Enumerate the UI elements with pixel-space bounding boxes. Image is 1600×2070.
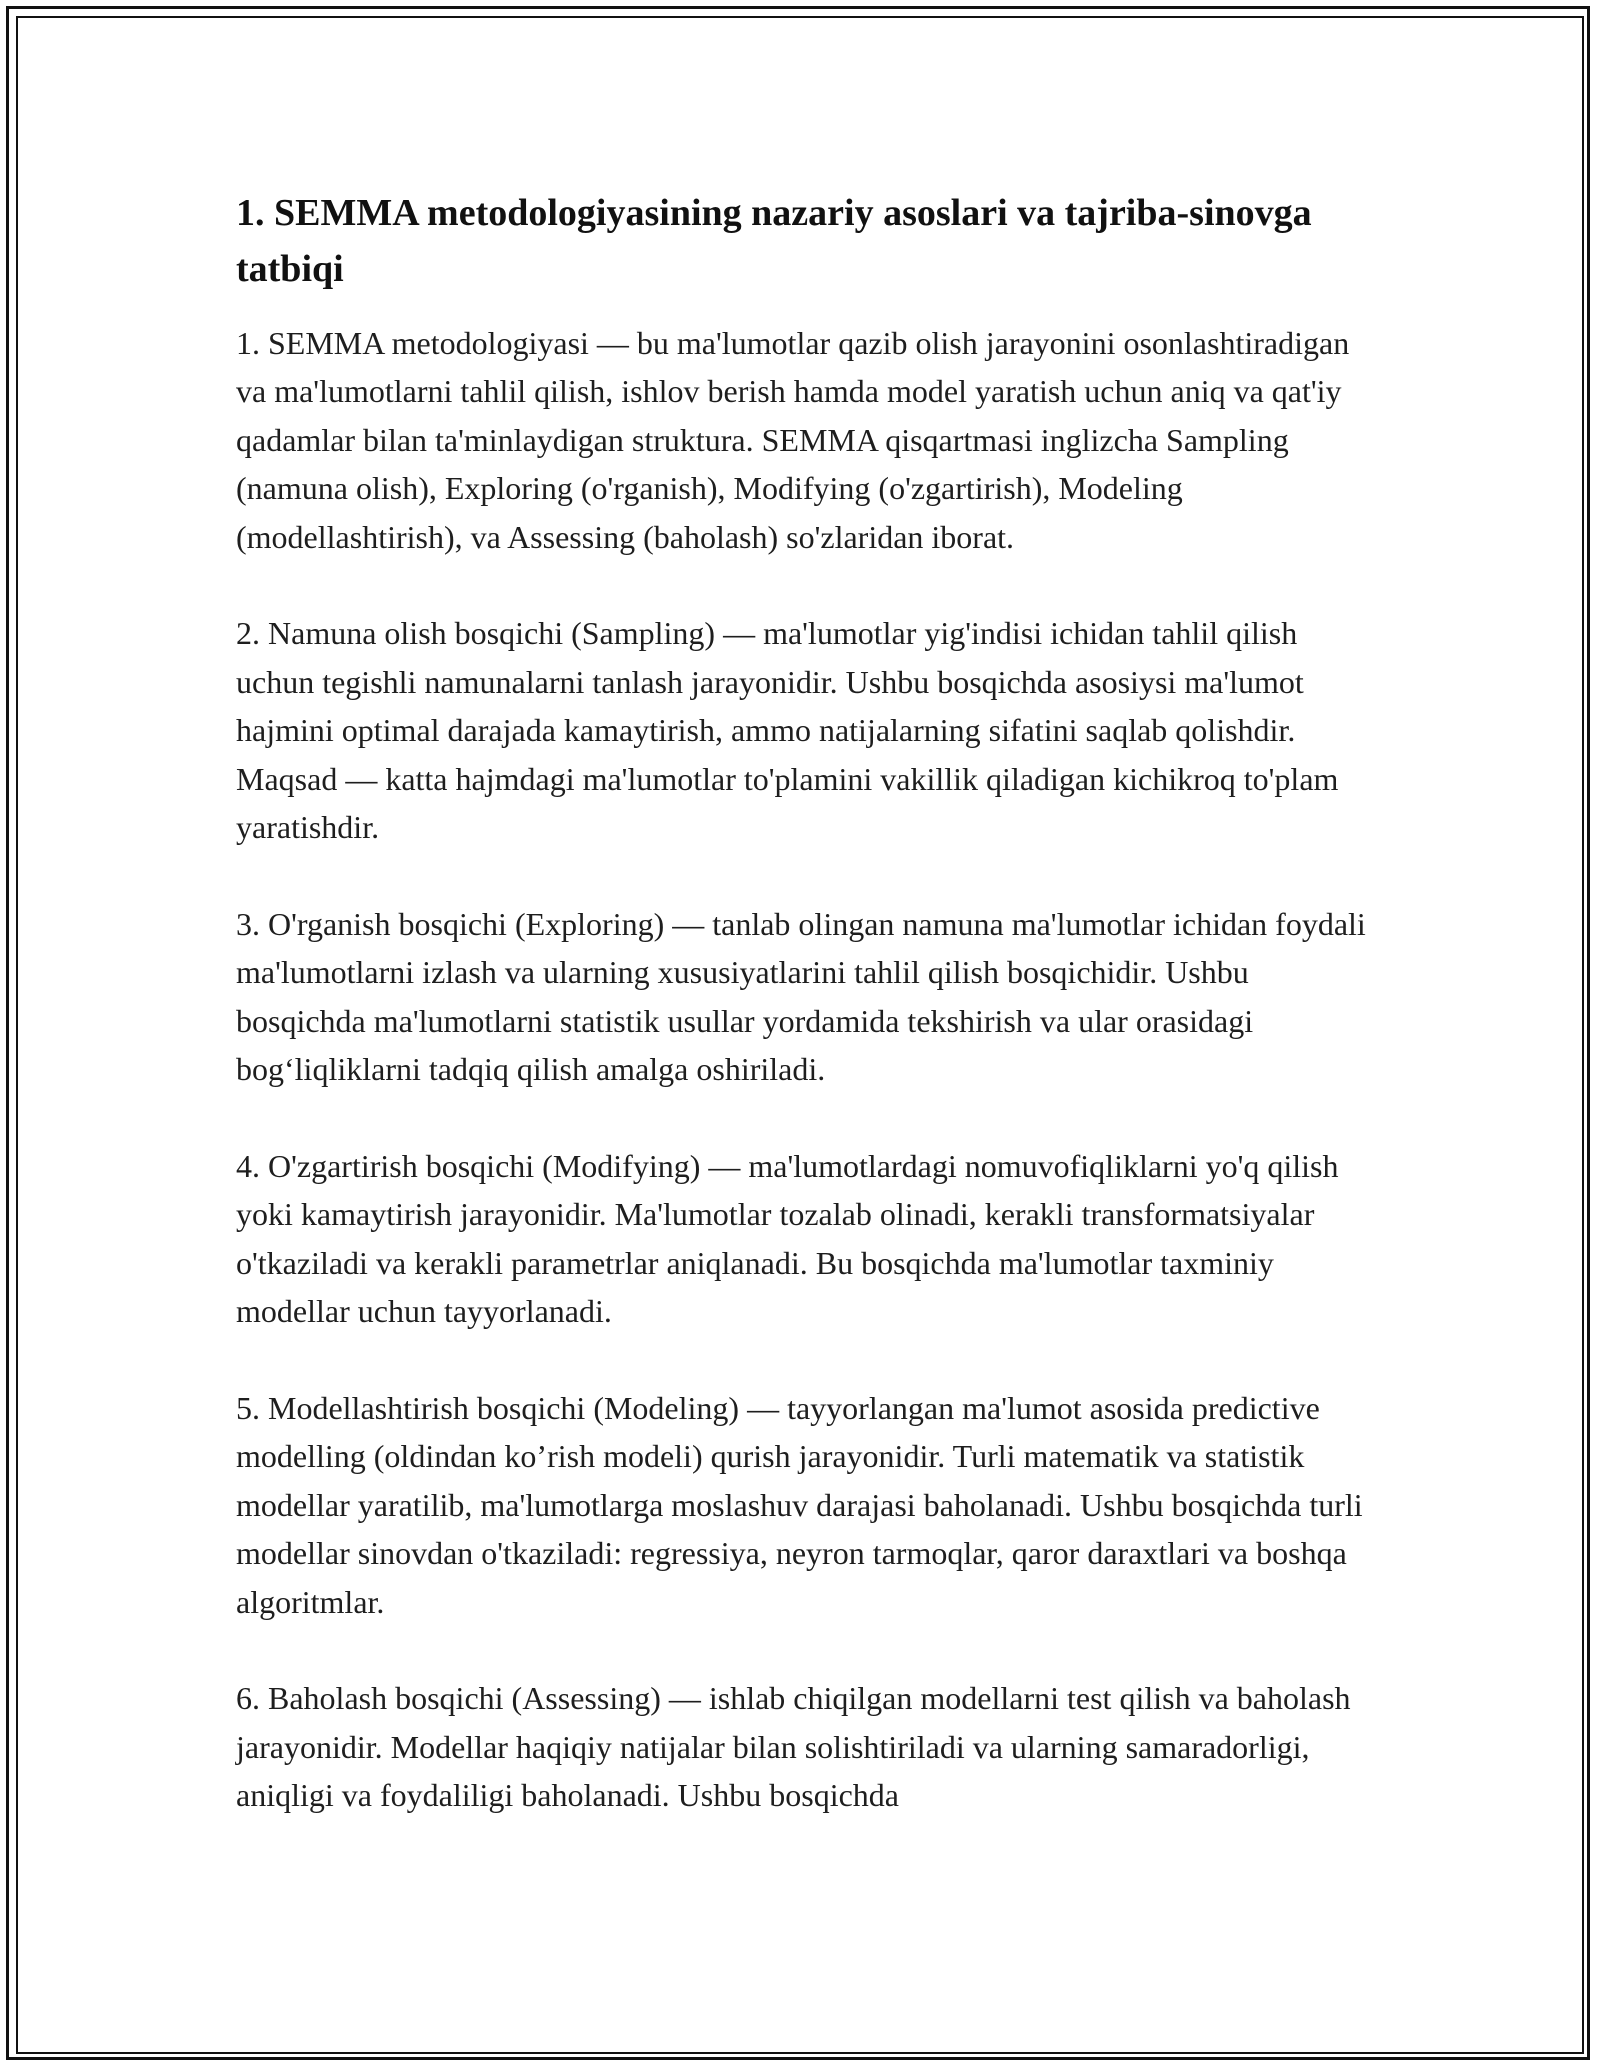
paragraph-modeling: 5. Modellashtirish bosqichi (Modeling) — tayyorlangan ma'lumot asosida predictive modelling (oldindan ko’rish modeli) qurish jarayonidir. Turli matematik va statistik modellar yaratilib, ma'lumotlarga moslashuv darajasi baholanadi. Ushbu bosqichda turli modellar sinovdan o'tkaziladi: regressiya, neyron tarmoqlar, qaror daraxtlari va boshqa algoritmlar.	[236, 1389, 1363, 1620]
paragraph-modifying: 4. O'zgartirish bosqichi (Modifying) — ma'lumotlardagi nomuvofiqliklarni yo'q qilish yoki kamaytirish jarayonidir. Ma'lumotlar tozalab olinadi, kerakli transformatsiyalar o'tkaziladi va kerakli parametrlar aniqlanadi. Bu bosqichda ma'lumotlar taxminiy modellar uchun tayyorlanadi.	[236, 1147, 1339, 1330]
paragraph-sampling: 2. Namuna olish bosqichi (Sampling) — ma'lumotlar yig'indisi ichidan tahlil qilish uchun tegishli namunalarni tanlash jarayonidir. Ushbu bosqichda asosiysi ma'lumot hajmini optimal darajada kamaytirish, ammo natijalarning sifatini saqlab qolishdir. Maqsad — katta hajmdagi ma'lumotlar to'plamini vakillik qiladigan kichikroq to'plam yaratishdir.	[236, 615, 1339, 846]
document-body	[236, 185, 1376, 1868]
document-title: 1. SEMMA metodologiyasining nazariy asoslari va tajriba-sinovga tatbiqi	[236, 192, 1312, 290]
paragraph-assessing: 6. Baholash bosqichi (Assessing) — ishlab chiqilgan modellarni test qilish va baholash jarayonidir. Modellar haqiqiy natijalar bilan solishtiriladi va ularning samaradorligi, aniqligi va foydaliligi baholanadi. Ushbu bosqichda	[236, 1680, 1351, 1814]
paragraph-semma-definition: 1. SEMMA metodologiyasi — bu ma'lumotlar qazib olish jarayonini osonlashtiradigan va ma'lumotlarni tahlil qilish, ishlov berish hamda model yaratish uchun aniq va qat'iy qadamlar bilan ta'minlaydigan struktura. SEMMA qisqartmasi inglizcha Sampling (namuna olish), Exploring (o'rganish), Modifying (o'zgartirish), Modeling (modellashtirish), va Assessing (baholash) so'zlaridan iborat.	[236, 325, 1350, 555]
paragraph-exploring: 3. O'rganish bosqichi (Exploring) — tanlab olingan namuna ma'lumotlar ichidan foydali ma'lumotlarni izlash va ularning xususiyatlarini tahlil qilish bosqichidir. Ushbu bosqichda ma'lumotlarni statistik usullar yordamida tekshirish va ular orasidagi bog‘liqliklarni tadqiq qilish amalga oshiriladi.	[236, 905, 1366, 1088]
